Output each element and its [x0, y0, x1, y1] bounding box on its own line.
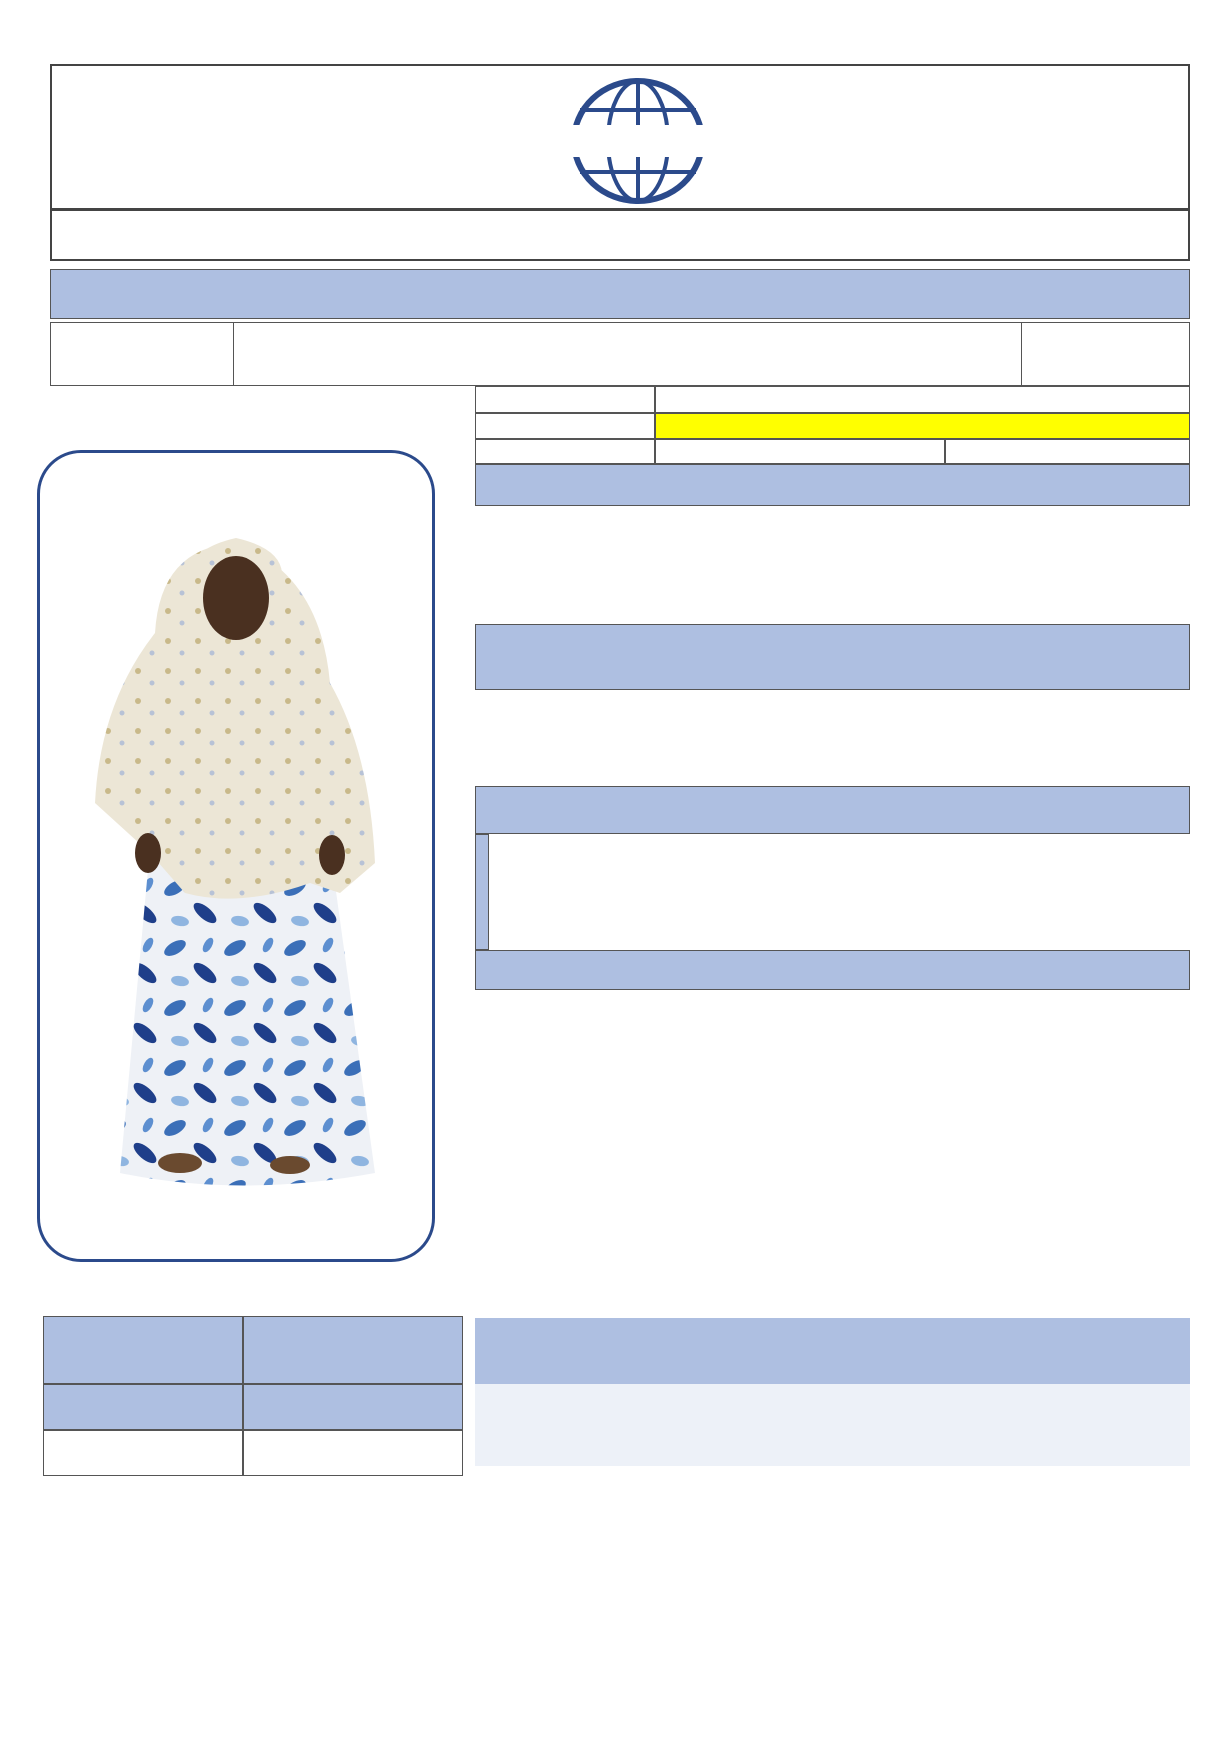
globe-logo-icon: [540, 76, 736, 206]
full-name-row: [50, 322, 1190, 386]
period-label: [43, 1384, 243, 1430]
position-value-cell: [655, 386, 1190, 413]
country-label: [243, 1384, 463, 1430]
applicant-photo: [37, 450, 435, 1262]
reference-label: [945, 439, 1190, 464]
personal-heading: [475, 950, 1190, 990]
page-title: [50, 269, 1190, 319]
telephone-label: [475, 413, 655, 439]
salary-value-cell: [655, 439, 945, 464]
remarks-heading: [475, 1318, 1190, 1384]
languages-heading: [475, 624, 1190, 690]
skills-heading: [475, 786, 1190, 834]
telephone-value: [655, 413, 1190, 439]
full-name-arabic-cell: [1021, 323, 1189, 385]
passport-heading: [475, 464, 1190, 506]
work-heading-arabic: [243, 1316, 463, 1384]
period-value: [43, 1430, 243, 1476]
work-experience-table: [43, 1316, 463, 1476]
skills-side-strip: [475, 834, 489, 950]
full-name-label-cell: [51, 323, 234, 385]
remarks-body: [475, 1384, 1190, 1466]
country-value: [243, 1430, 463, 1476]
work-heading: [43, 1316, 243, 1384]
company-address: [50, 209, 1190, 261]
salary-label: [475, 439, 655, 464]
position-label: [475, 386, 655, 413]
